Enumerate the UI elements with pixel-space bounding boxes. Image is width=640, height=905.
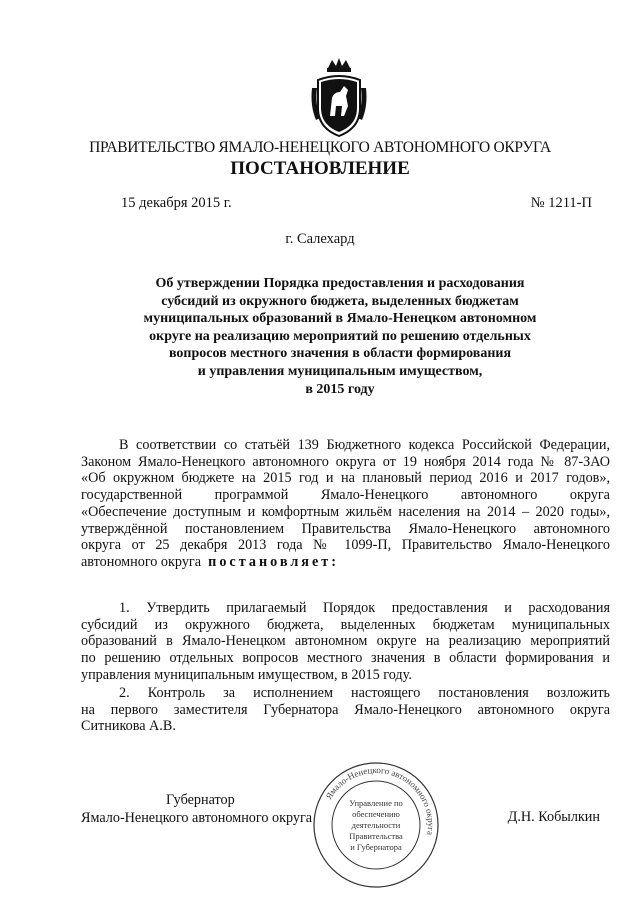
preamble-line: «Обеспечение доступным и комфортным жильём населения на 2014 – 2020 годы»,: [81, 503, 610, 520]
preamble-paragraph: [81, 437, 610, 571]
title-line: и управления муниципальным имуществом,: [197, 363, 483, 379]
clause-line: на первого заместителя Губернатора Ямало-Ненецкого автономного округа: [81, 701, 610, 718]
clause-line: Ситникова А.В.: [81, 718, 176, 735]
signer-name: Д.Н. Кобылкин: [507, 809, 600, 825]
title-line: округе на реализацию мероприятий по решению отдельных: [149, 328, 531, 344]
preamble-line: Законом Ямало-Ненецкого автономного округа от 19 ноября 2014 года № 87-ЗАО: [81, 453, 610, 470]
stamp-inner-line: Правительства: [349, 831, 403, 841]
clause-line: 1. Утвердить прилагаемый Порядок предоставления и расходования: [119, 600, 610, 616]
stamp-ring-text: Ямало-Ненецкого автономного округа: [323, 764, 437, 836]
stamp-inner-line: и Губернатора: [350, 842, 402, 852]
document-type: ПОСТАНОВЛЕНИЕ: [230, 158, 410, 179]
government-name: ПРАВИТЕЛЬСТВО ЯМАЛО-НЕНЕЦКОГО АВТОНОМНОГО ОКРУГА: [89, 139, 551, 156]
title-line: субсидий из окружного бюджета, выделенных бюджетам: [161, 293, 519, 309]
stamp-inner-line: Управление по: [349, 798, 403, 808]
signatory-post: [0, 791, 312, 827]
clause-line: управления муниципальным имуществом, в 2015 году.: [81, 666, 412, 683]
stamp-inner-line: обеспечению: [352, 809, 400, 819]
preamble-line: округа от 25 декабря 2013 года № 1099-П, Правительство Ямало-Ненецкого: [81, 537, 610, 554]
preamble-line: В соответствии со статьёй 139 Бюджетного кодекса Российской Федерации,: [119, 437, 610, 453]
preamble-line: «Об окружном бюджете на 2015 год и на плановый период 2016 и 2017 годов»,: [81, 470, 610, 487]
preamble-line: государственной программой Ямало-Ненецкого автономного округа: [81, 487, 610, 504]
clause-1: [81, 600, 610, 684]
clause-2: [81, 685, 610, 735]
clause-line: субсидий из окружного бюджета, выделенных бюджетам муниципальных: [81, 616, 610, 633]
preamble-line: утверждённой постановлением Правительства Ямало-Ненецкого автономного: [81, 520, 610, 537]
clause-line: образований в Ямало-Ненецком автономном округе на реализацию мероприятий: [81, 633, 610, 650]
clause-line: по решению отдельных вопросов местного значения в области формирования и: [81, 650, 610, 667]
document-date: 15 декабря 2015 г.: [121, 195, 232, 211]
stamp-inner-line: деятельности: [351, 820, 401, 830]
decree-word: постановляет:: [208, 553, 339, 570]
document-title: [110, 275, 570, 398]
preamble-last-line: [81, 554, 610, 571]
title-line: муниципальных образований в Ямало-Ненецком автономном: [143, 311, 537, 327]
signatory-post-line2: Ямало-Ненецкого автономного округа: [81, 810, 313, 826]
signatory-post-line1: Губернатор: [166, 792, 235, 808]
preamble-last-line-prefix: автономного округа: [81, 553, 202, 570]
official-stamp: [311, 760, 441, 890]
title-line: вопросов местного значения в области формирования: [168, 346, 512, 362]
title-line: в 2015 году: [305, 381, 375, 397]
clause-line: 2. Контроль за исполнением настоящего постановления возложить: [119, 685, 610, 701]
coat-of-arms-emblem: [310, 58, 368, 140]
title-line: Об утверждении Порядка предоставления и расходования: [155, 276, 525, 291]
document-number: № 1211-П: [530, 195, 592, 211]
document-city: г. Салехард: [285, 231, 355, 247]
